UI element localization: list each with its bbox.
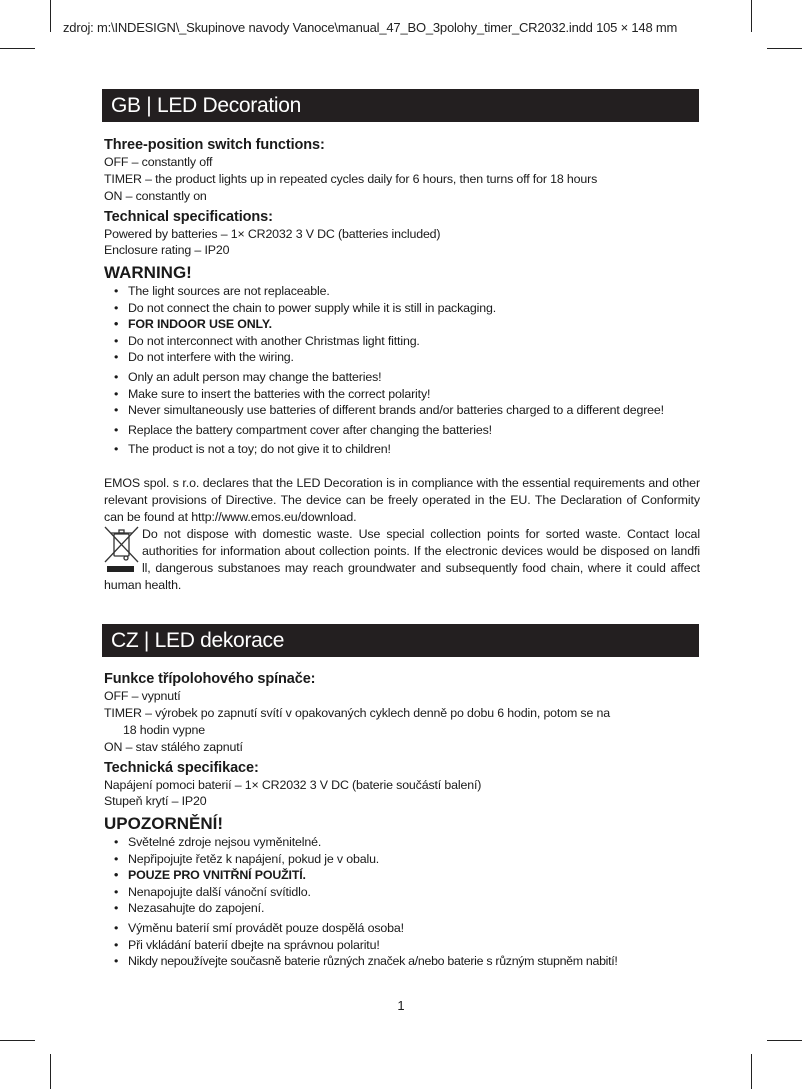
switch-line: OFF – constantly off	[104, 155, 213, 169]
warning-item: • Do not connect the chain to power supply while it is still in packaging.	[104, 300, 700, 317]
warning-heading: WARNING!	[104, 263, 192, 282]
disposal-text: Do not dispose with domestic waste. Use special collection points for sorted waste. Contact local authorities for information about collection points. If the electronic devices would be disposed on landfi ll, dangerous substanoes may reach groundwater and subsequently food chain, where it could affect human health.	[104, 526, 700, 592]
warning-item: • POUZE PRO VNITŘNÍ POUŽITÍ.	[104, 867, 700, 884]
switch-line: ON – constantly on	[104, 189, 207, 203]
spec-line: Powered by batteries – 1× CR2032 3 V DC (batteries included)	[104, 227, 441, 241]
spec-line: Stupeň krytí – IP20	[104, 794, 207, 808]
crop-mark	[751, 0, 752, 32]
declaration-text: EMOS spol. s r.o. declares that the LED Decoration is in compliance with the essential requirements and other relevant provisions of Directive. The device can be freely operated in the EU. The Declaration of Conformity can be found at http://www.emos.eu/download.	[104, 475, 700, 524]
warning-item: • Only an adult person may change the batteries!	[104, 369, 700, 386]
warning-item: • Do not interfere with the wiring.	[104, 349, 700, 366]
crop-mark	[50, 1054, 51, 1089]
warning-item: • Nikdy nepoužívejte současně baterie různých značek a/nebo baterie s různým stupněm nabití!	[104, 953, 700, 970]
crop-mark	[767, 48, 802, 49]
section-title-gb: GB | LED Decoration	[102, 89, 699, 122]
crop-mark	[50, 0, 51, 32]
warning-item: • Nepřipojujte řetěz k napájení, pokud je v obalu.	[104, 851, 700, 868]
warning-item: • Výměnu baterií smí provádět pouze dospělá osoba!	[104, 920, 700, 937]
warning-item: • FOR INDOOR USE ONLY.	[104, 316, 700, 333]
warning-item: • The light sources are not replaceable.	[104, 283, 700, 300]
warning-item: • Never simultaneously use batteries of different brands and/or batteries charged to a different degree!	[104, 402, 700, 419]
crop-mark	[0, 1040, 35, 1041]
switch-line: OFF – vypnutí	[104, 689, 181, 703]
warning-list	[104, 834, 700, 970]
cz-section	[104, 671, 700, 970]
switch-heading: Three-position switch functions:	[104, 137, 325, 153]
warning-item: • The product is not a toy; do not give it to children!	[104, 441, 700, 458]
warning-heading: UPOZORNĚNÍ!	[104, 814, 223, 833]
spec-line: Enclosure rating – IP20	[104, 243, 230, 257]
warning-item: • Make sure to insert the batteries with the correct polarity!	[104, 386, 700, 403]
warning-item: • Nenapojujte další vánoční svítidlo.	[104, 884, 700, 901]
spec-heading: Technical specifications:	[104, 209, 273, 225]
page-number: 1	[397, 998, 405, 1013]
warning-item: • Světelné zdroje nejsou vyměnitelné.	[104, 834, 700, 851]
spec-line: Napájení pomoci baterií – 1× CR2032 3 V DC (baterie součástí balení)	[104, 778, 482, 792]
switch-heading: Funkce třípolohového spínače:	[104, 671, 316, 687]
warning-item: • Nezasahujte do zapojení.	[104, 900, 700, 917]
weee-bin-icon	[104, 524, 140, 574]
switch-line: TIMER – výrobek po zapnutí svítí v opakovaných cyklech denně po dobu 6 hodin, potom se na	[104, 706, 610, 720]
crop-mark	[751, 1054, 752, 1089]
warning-list	[104, 283, 700, 458]
switch-line: ON – stav stálého zapnutí	[104, 740, 243, 754]
switch-line: TIMER – the product lights up in repeated cycles daily for 6 hours, then turns off for 18 hours	[104, 172, 598, 186]
warning-item: • Replace the battery compartment cover after changing the batteries!	[104, 422, 700, 439]
warning-item: • Při vkládání baterií dbejte na správnou polaritu!	[104, 937, 700, 954]
file-slug: zdroj: m:\INDESIGN\_Skupinove navody Vanoce\manual_47_BO_3polohy_timer_CR2032.indd 105 × 148 mm	[63, 20, 678, 35]
crop-mark	[767, 1040, 802, 1041]
disposal-block	[104, 526, 700, 594]
spec-heading: Technická specifikace:	[104, 760, 259, 776]
gb-section	[104, 137, 700, 594]
section-title-cz: CZ | LED dekorace	[102, 624, 699, 657]
crop-mark	[0, 48, 35, 49]
switch-line: 18 hodin vypne	[123, 723, 205, 737]
warning-item: • Do not interconnect with another Christmas light fitting.	[104, 333, 700, 350]
